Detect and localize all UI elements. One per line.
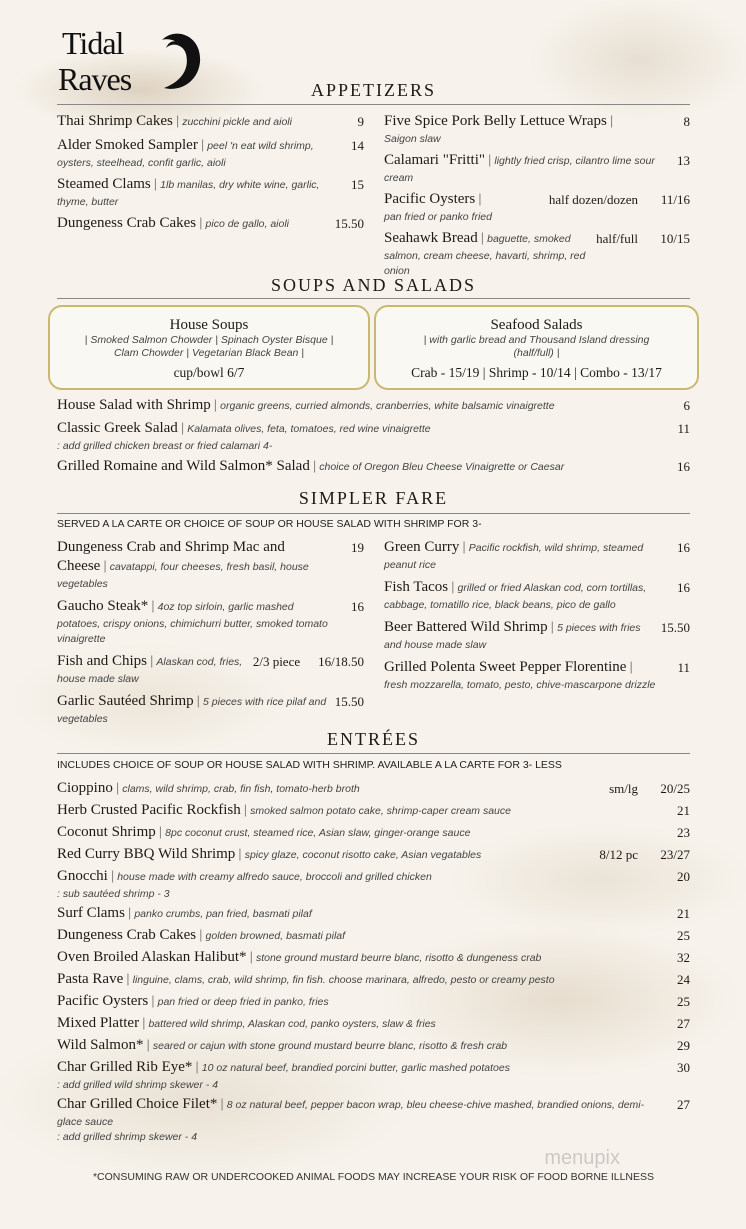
menu-item-price: 16/18.50: [318, 654, 364, 669]
menu-item-text: [384, 151, 656, 185]
menu-item-text: [57, 457, 656, 476]
menu-item-text: [57, 214, 330, 233]
menu-item-text: [57, 1095, 656, 1144]
menu-item-description: 8 oz natural beef, pepper bacon wrap, bleu cheese-chive mashed, brandied onions, demi-glace sauce: [57, 1099, 645, 1128]
menu-item-name: Calamari "Fritti": [384, 152, 485, 168]
menu-item-price: 16: [677, 459, 690, 474]
menu-item-name: Dungeness Crab Cakes: [57, 927, 197, 943]
menu-item-text: [57, 1058, 656, 1092]
separator: |: [199, 927, 203, 942]
menu-item-size: half/full: [596, 231, 638, 246]
separator: |: [180, 420, 185, 435]
menu-item-name: Herb Crusted Pacific Rockfish: [57, 802, 241, 818]
menu-item-description: cavatappi, four cheeses, fresh basil, house vegetables: [57, 561, 309, 590]
divider: [57, 104, 690, 105]
menu-item: [57, 692, 364, 726]
seafood-salads-desc: | with garlic bread and Thousand Island dressing: [423, 334, 650, 346]
menu-item-name: Grilled Polenta Sweet Pepper Florentine: [384, 659, 627, 675]
watermark: menupix: [544, 1147, 620, 1169]
menu-item-name: Mixed Platter: [57, 1015, 140, 1031]
separator: |: [213, 397, 218, 412]
menu-item-text: [57, 652, 245, 686]
menu-item-name: Beer Battered Wild Shrimp: [384, 619, 548, 635]
menu-item-price: 21: [677, 803, 690, 818]
menu-item-name: Red Curry BBQ Wild Shrimp: [57, 846, 236, 862]
menu-item-description: lightly fried crisp, cilantro lime sour cream: [384, 155, 655, 184]
menu-item-addon: : add grilled chicken breast or fried calamari 4-: [57, 440, 273, 452]
menu-item: [57, 801, 690, 820]
menu-item-description: smoked salmon potato cake, shrimp-caper cream sauce: [250, 805, 511, 817]
separator: |: [480, 230, 485, 245]
house-soups-list: Clam Chowder | Vegetarian Black Bean |: [113, 347, 305, 359]
separator: |: [151, 598, 155, 613]
menu-item-addon: : add grilled wild shrimp skewer - 4: [57, 1079, 219, 1091]
menu-item-price: 23/27: [660, 847, 690, 862]
menu-item-text: [57, 692, 330, 726]
entrees-list: [57, 779, 690, 1144]
menu-item-description: pan fried or panko fried: [384, 211, 492, 223]
menu-item-name: Char Grilled Rib Eye*: [57, 1059, 193, 1075]
menu-item-name: Dungeness Crab and Shrimp Mac and Cheese: [57, 539, 285, 574]
separator: |: [200, 137, 205, 152]
menu-item-description: panko crumbs, pan fried, basmati pilaf: [134, 908, 312, 920]
menu-item: [57, 779, 690, 798]
menu-item-text: [57, 845, 591, 864]
menu-item-text: [57, 992, 656, 1011]
menu-item-price: 20/25: [660, 781, 690, 796]
separator: |: [146, 1037, 150, 1052]
menu-item-name: Five Spice Pork Belly Lettuce Wraps: [384, 113, 607, 129]
menu-item-text: [384, 538, 656, 572]
menu-item: [57, 1095, 690, 1144]
separator: |: [462, 539, 466, 554]
menu-item: [384, 618, 690, 652]
menu-item-price: 14: [351, 138, 364, 153]
divider: [57, 298, 690, 299]
menu-item: [57, 419, 690, 453]
menu-item: [57, 538, 364, 591]
separator: |: [127, 905, 132, 920]
menu-item: [57, 652, 364, 686]
menu-item-price: 15: [351, 177, 364, 192]
menu-item-name: Pacific Oysters: [384, 191, 476, 207]
menu-item-name: Coconut Shrimp: [57, 824, 156, 840]
menu-item-text: [384, 112, 656, 146]
menu-item-size: sm/lg: [609, 781, 638, 796]
menu-item-price: 30: [677, 1060, 690, 1075]
menu-item-name: Steamed Clams: [57, 176, 151, 192]
menu-item-price: 11: [677, 660, 690, 675]
separator: |: [153, 176, 158, 191]
menu-item-description: baguette, smoked salmon, cream cheese, havarti, shrimp, red onion: [384, 233, 586, 277]
menu-item-price: 27: [677, 1097, 690, 1112]
menu-item-name: Dungeness Crab Cakes: [57, 215, 197, 231]
menu-item-text: [57, 904, 656, 923]
menu-item-text: [57, 112, 330, 131]
menu-item-text: [57, 538, 330, 591]
menu-item-text: [57, 801, 656, 820]
menu-item: [57, 175, 364, 209]
menu-item-description: linguine, clams, crab, wild shrimp, fin fish. choose marinara, alfredo, pesto or creamy pesto: [132, 974, 555, 986]
menu-item-name: Fish Tacos: [384, 579, 449, 595]
menu-item-addon: : sub sautéed shrimp - 3: [57, 888, 170, 900]
menu-item-text: [384, 658, 656, 692]
menu-item-price: 32: [677, 950, 690, 965]
menu-item-price: 6: [683, 398, 690, 413]
menu-item-description: battered wild shrimp, Alaskan cod, panko oysters, slaw & fries: [148, 1018, 436, 1030]
menu-item-description: organic greens, curried almonds, cranberries, white balsamic vinaigrette: [220, 400, 555, 412]
menu-item-text: [57, 970, 656, 989]
menu-item-text: [57, 597, 330, 646]
menu-item-price: 11: [677, 421, 690, 436]
menu-item-description: Pacific rockfish, wild shrimp, steamed peanut rice: [384, 542, 644, 571]
menu-item-text: [57, 396, 656, 415]
menu-item-description: 4oz top sirloin, garlic mashed potatoes, crispy onions, chimichurri butter, smoked tomato vinaigrette: [57, 601, 328, 645]
menu-item-price: 27: [677, 1016, 690, 1031]
house-soups-title: House Soups: [169, 317, 249, 333]
menu-item-description: house made with creamy alfredo sauce, broccoli and grilled chicken: [117, 871, 432, 883]
menu-item: [57, 457, 690, 476]
menu-item-text: [57, 1014, 656, 1033]
menu-item: [384, 190, 690, 224]
menu-item-description: golden browned, basmati pilaf: [205, 930, 346, 942]
menu-item: [57, 926, 690, 945]
menu-item-name: Pasta Rave: [57, 971, 124, 987]
section-title-simpler-fare: SIMPLER FARE: [298, 488, 449, 508]
menu-item-description: peel 'n eat wild shrimp, oysters, steelhead, confit garlic, aioli: [57, 140, 314, 169]
menu-item: [57, 948, 690, 967]
menu-item-price: 9: [357, 114, 364, 129]
menu-item-name: Garlic Sautéed Shrimp: [57, 693, 194, 709]
menu-item-price: 24: [677, 972, 690, 987]
menu-item-description: Saigon slaw: [384, 133, 441, 145]
menu-item: [384, 151, 690, 185]
menu-item-price: 15.50: [334, 216, 364, 231]
menu-item-description: choice of Oregon Bleu Cheese Vinaigrette or Caesar: [319, 461, 565, 473]
separator: |: [451, 579, 455, 594]
separator: |: [199, 215, 203, 230]
separator: |: [629, 659, 633, 674]
appetizers-left-column: [57, 112, 364, 238]
menu-item-description: grilled or fried Alaskan cod, corn tortillas, cabbage, tomatillo rice, black beans, pico de gallo: [384, 582, 647, 611]
separator: |: [110, 868, 115, 883]
menu-item-price: 29: [677, 1038, 690, 1053]
menu-item: [384, 658, 690, 692]
simpler-fare-subtitle: SERVED A LA CARTE OR CHOICE OF SOUP OR HOUSE SALAD WITH SHRIMP FOR 3-: [57, 518, 482, 530]
menu-item-text: [57, 823, 656, 842]
entrees-section: [57, 779, 690, 1183]
menu-item-name: Cioppino: [57, 780, 113, 796]
separator: |: [195, 1059, 199, 1074]
separator: |: [150, 653, 154, 668]
menu-item: [57, 823, 690, 842]
menu-item-size: 2/3 piece: [252, 654, 301, 669]
menu-item-size: half dozen/dozen: [548, 192, 638, 207]
menu-item-text: [57, 1036, 656, 1055]
menu-item-description: 8pc coconut crust, steamed rice, Asian slaw, ginger-orange sauce: [165, 827, 471, 839]
menu-item: [57, 396, 690, 415]
separator: |: [196, 693, 201, 708]
menu-item-price: 21: [677, 906, 690, 921]
menu-item-price: 16: [677, 540, 690, 555]
menu-item-description: 1lb manilas, dry white wine, garlic, thyme, butter: [57, 179, 320, 208]
section-title-appetizers: APPETIZERS: [310, 80, 436, 100]
menu-item-text: [57, 419, 656, 453]
menu-item: [384, 112, 690, 146]
menu-item: [57, 1014, 690, 1033]
menu-item-text: [57, 948, 656, 967]
separator: |: [312, 458, 317, 473]
menu-item-text: [57, 136, 330, 170]
disclaimer: *CONSUMING RAW OR UNDERCOOKED ANIMAL FOODS MAY INCREASE YOUR RISK OF FOOD BORNE ILLNESS: [92, 1171, 655, 1183]
separator: |: [175, 113, 180, 128]
menu-item: [57, 970, 690, 989]
menu-item: [57, 136, 364, 170]
separator: |: [550, 619, 555, 634]
simpler-right-column: [384, 538, 690, 698]
menu-item-price: 25: [677, 994, 690, 1009]
menu-item-description: 5 pieces with rice pilaf and vegetables: [57, 696, 327, 725]
appetizers-right-column: [384, 112, 690, 283]
menu-item-name: Pacific Oysters: [57, 993, 149, 1009]
menu-item: [57, 867, 690, 901]
menu-item-price: 16: [677, 580, 690, 595]
divider: [57, 513, 690, 514]
menu-item-description: fresh mozzarella, tomato, pesto, chive-mascarpone drizzle: [384, 679, 656, 691]
separator: |: [609, 113, 614, 128]
menu-item-name: Oven Broiled Alaskan Halibut*: [57, 949, 247, 965]
menu-item-name: Green Curry: [384, 539, 460, 555]
menu-item-name: Gaucho Steak*: [57, 598, 149, 614]
separator: |: [220, 1096, 224, 1111]
menu-item-price: 13: [677, 153, 690, 168]
menu-item-description: 10 oz natural beef, brandied porcini butter, garlic mashed potatoes: [201, 1062, 510, 1074]
menu-item-name: Wild Salmon*: [57, 1037, 144, 1053]
section-title-entrees: ENTRÉES: [327, 729, 420, 749]
separator: |: [249, 949, 253, 964]
menu-item-price: 25: [677, 928, 690, 943]
menu-item-description: spicy glaze, coconut risotto cake, Asian vegatables: [244, 849, 482, 861]
menu-item-price: 8: [683, 114, 690, 129]
seafood-salads-price: Crab - 15/19 | Shrimp - 10/14 | Combo - 13/17: [411, 365, 662, 380]
separator: |: [115, 780, 120, 795]
menu-item-description: seared or cajun with stone ground mustard beurre blanc, risotto & fresh crab: [152, 1040, 508, 1052]
separator: |: [142, 1015, 146, 1030]
logo-text-tidal: Tidal: [62, 25, 124, 61]
menu-item-description: zucchini pickle and aioli: [182, 116, 292, 128]
menu-item-price: 10/15: [660, 231, 690, 246]
menu-item-text: [57, 867, 656, 901]
menu-item: [57, 992, 690, 1011]
simpler-left-column: [57, 538, 364, 732]
menu-item-text: [384, 190, 541, 224]
menu-item-price: 19: [351, 540, 364, 555]
menu-item-description: stone ground mustard beurre blanc, risotto & dungeness crab: [255, 952, 542, 964]
logo-text-raves: Raves: [58, 61, 132, 97]
separator: |: [238, 846, 242, 861]
separator: |: [487, 152, 492, 167]
menu-item-name: Alder Smoked Sampler: [57, 137, 198, 153]
menu-item-name: House Salad with Shrimp: [57, 397, 211, 413]
menu-item: [57, 845, 690, 864]
separator: |: [158, 824, 163, 839]
menu-item-name: Thai Shrimp Cakes: [57, 113, 173, 129]
seafood-salads-desc: (half/full) |: [513, 347, 560, 359]
house-soups-box: [48, 305, 370, 390]
divider: [57, 753, 690, 754]
menu-item-name: Fish and Chips: [57, 653, 148, 669]
menu-item: [57, 597, 364, 646]
menu-item-price: 20: [677, 869, 690, 884]
menu-item-text: [57, 926, 656, 945]
house-soups-list: | Smoked Salmon Chowder | Spinach Oyster Bisque |: [84, 334, 334, 346]
menu-item-text: [384, 229, 588, 278]
salads-list: [57, 396, 690, 480]
menu-item-name: Char Grilled Choice Filet*: [57, 1096, 218, 1112]
menu-item-text: [384, 578, 656, 612]
section-title-soups-salads: SOUPS AND SALADS: [270, 275, 477, 295]
menu-item-description: pan fried or deep fried in panko, fries: [157, 996, 329, 1008]
menu-item-description: Alaskan cod, fries, house made slaw: [57, 656, 243, 685]
menu-item-price: 23: [677, 825, 690, 840]
seafood-salads-box: [374, 305, 699, 390]
menu-item: [57, 214, 364, 233]
menu-item-price: 16: [351, 599, 364, 614]
menu-item-name: Gnocchi: [57, 868, 108, 884]
separator: |: [103, 558, 107, 573]
separator: |: [151, 993, 155, 1008]
menu-item: [384, 578, 690, 612]
menu-item-text: [384, 618, 656, 652]
entrees-subtitle: INCLUDES CHOICE OF SOUP OR HOUSE SALAD WITH SHRIMP. AVAILABLE A LA CARTE FOR 3- LESS: [57, 759, 562, 771]
menu-item-size: 8/12 pc: [599, 847, 638, 862]
menu-item: [384, 538, 690, 572]
separator: |: [478, 191, 482, 206]
menu-item-name: Seahawk Bread: [384, 230, 478, 246]
menu-item: [57, 112, 364, 131]
menu-item-name: Surf Clams: [57, 905, 125, 921]
menu-item-addon: : add grilled shrimp skewer - 4: [57, 1131, 198, 1143]
menu-item-price: 15.50: [660, 620, 690, 635]
menu-item-name: Grilled Romaine and Wild Salmon* Salad: [57, 458, 310, 474]
separator: |: [126, 971, 130, 986]
separator: |: [243, 802, 248, 817]
menu-item: [57, 1036, 690, 1055]
menu-item-description: Kalamata olives, feta, tomatoes, red wine vinaigrette: [187, 423, 431, 435]
menu-item-description: 5 pieces with fries and house made slaw: [384, 622, 641, 651]
menu-item-price: 11/16: [660, 192, 690, 207]
menu-item: [57, 904, 690, 923]
menu-item-name: Classic Greek Salad: [57, 420, 178, 436]
menu-item-description: pico de gallo, aioli: [205, 218, 290, 230]
seafood-salads-title: Seafood Salads: [490, 317, 583, 333]
menu-item-price: 15.50: [334, 694, 364, 709]
menu-item: [384, 229, 690, 278]
house-soups-price: cup/bowl 6/7: [173, 365, 245, 380]
menu-item-text: [57, 779, 601, 798]
menu-item-text: [57, 175, 330, 209]
menu-item-description: clams, wild shrimp, crab, fin fish, tomato-herb broth: [122, 783, 360, 795]
menu-item: [57, 1058, 690, 1092]
